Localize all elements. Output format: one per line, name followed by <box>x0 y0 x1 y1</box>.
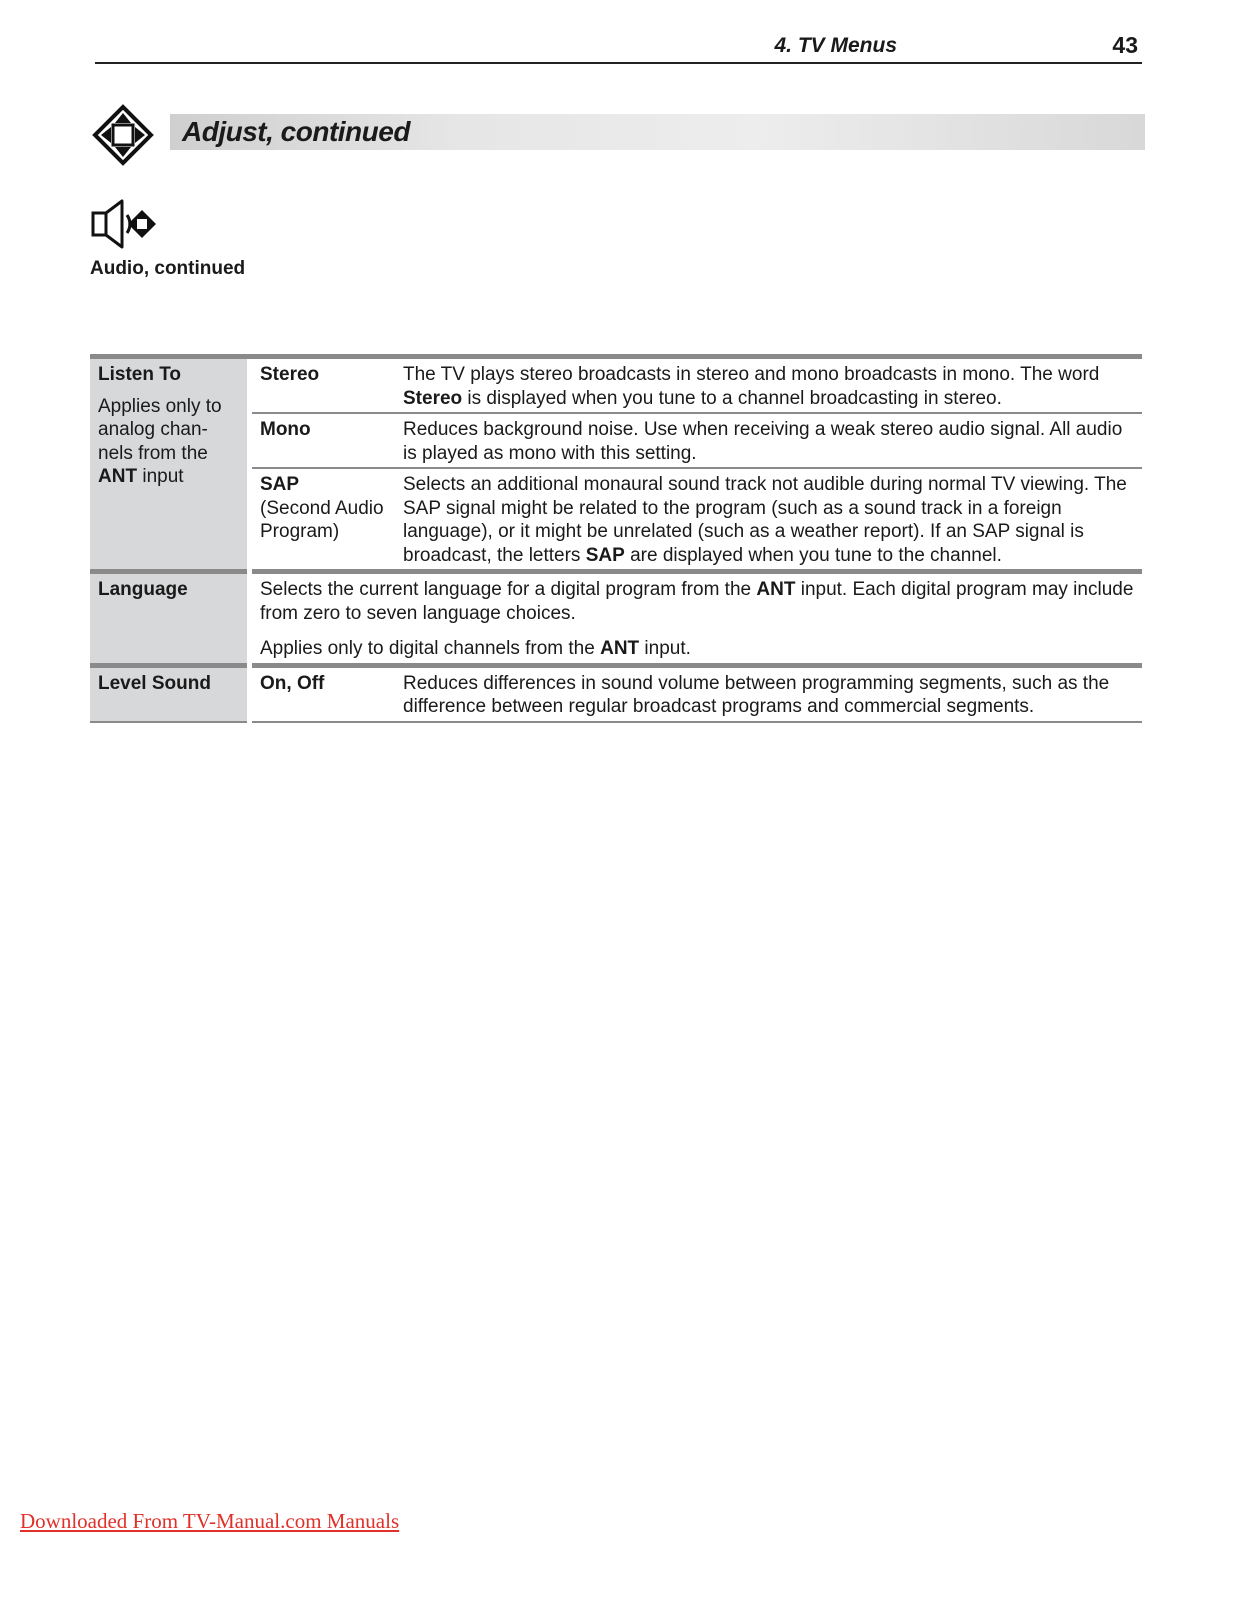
setting-name: Listen To <box>98 364 182 385</box>
audio-settings-table <box>90 354 1142 723</box>
adjust-menu-icon <box>92 104 154 166</box>
page-number: 43 <box>1112 32 1138 58</box>
setting-cell-listen-to <box>90 357 250 572</box>
running-header <box>95 30 1142 64</box>
speaker-audio-icon <box>90 198 158 250</box>
option-name: SAP (Second Audio Program) <box>250 468 396 572</box>
table-row <box>90 572 1142 666</box>
option-name: Stereo <box>250 357 396 414</box>
option-description: Selects the current language for a digital program from the ANT input. Each digital program may include from zero to seven language choices. Applies only to digital channels from the ANT input. <box>250 572 1143 666</box>
option-name: On, Off <box>250 665 396 722</box>
table-row <box>90 665 1142 722</box>
setting-name: Language <box>98 579 188 600</box>
setting-note: Applies only to analog chan-nels from the ANT input <box>98 395 222 487</box>
table-row <box>90 357 1142 414</box>
option-description: Selects an additional monaural sound track not audible during normal TV viewing. The SAP signal might be related to the program (such as a sound track in a foreign language), or it might be unrelated (such as a weather report). If an SAP signal is broadcast, the letters SAP are displayed when you tune to the channel. <box>395 468 1142 572</box>
option-description: Reduces background noise. Use when receiving a weak stereo audio signal. All audio is played as mono with this setting. <box>395 413 1142 468</box>
option-name: Mono <box>250 413 396 468</box>
option-description: The TV plays stereo broadcasts in stereo and mono broadcasts in mono. The word Stereo is displayed when you tune to a channel broadcasting in stereo. <box>395 357 1142 414</box>
download-source-link[interactable]: Downloaded From TV-Manual.com Manuals <box>20 1509 400 1533</box>
option-description: Reduces differences in sound volume between programming segments, such as the difference between regular broadcast programs and commercial segments. <box>395 665 1142 722</box>
setting-cell-level-sound <box>90 665 250 722</box>
chapter-title: 4. TV Menus <box>774 34 897 57</box>
setting-name: Level Sound <box>98 672 211 694</box>
page-title: Adjust, continued <box>182 116 410 147</box>
section-title-band <box>170 114 1145 150</box>
setting-cell-language <box>90 572 250 666</box>
subsection-heading: Audio, continued <box>90 258 246 279</box>
